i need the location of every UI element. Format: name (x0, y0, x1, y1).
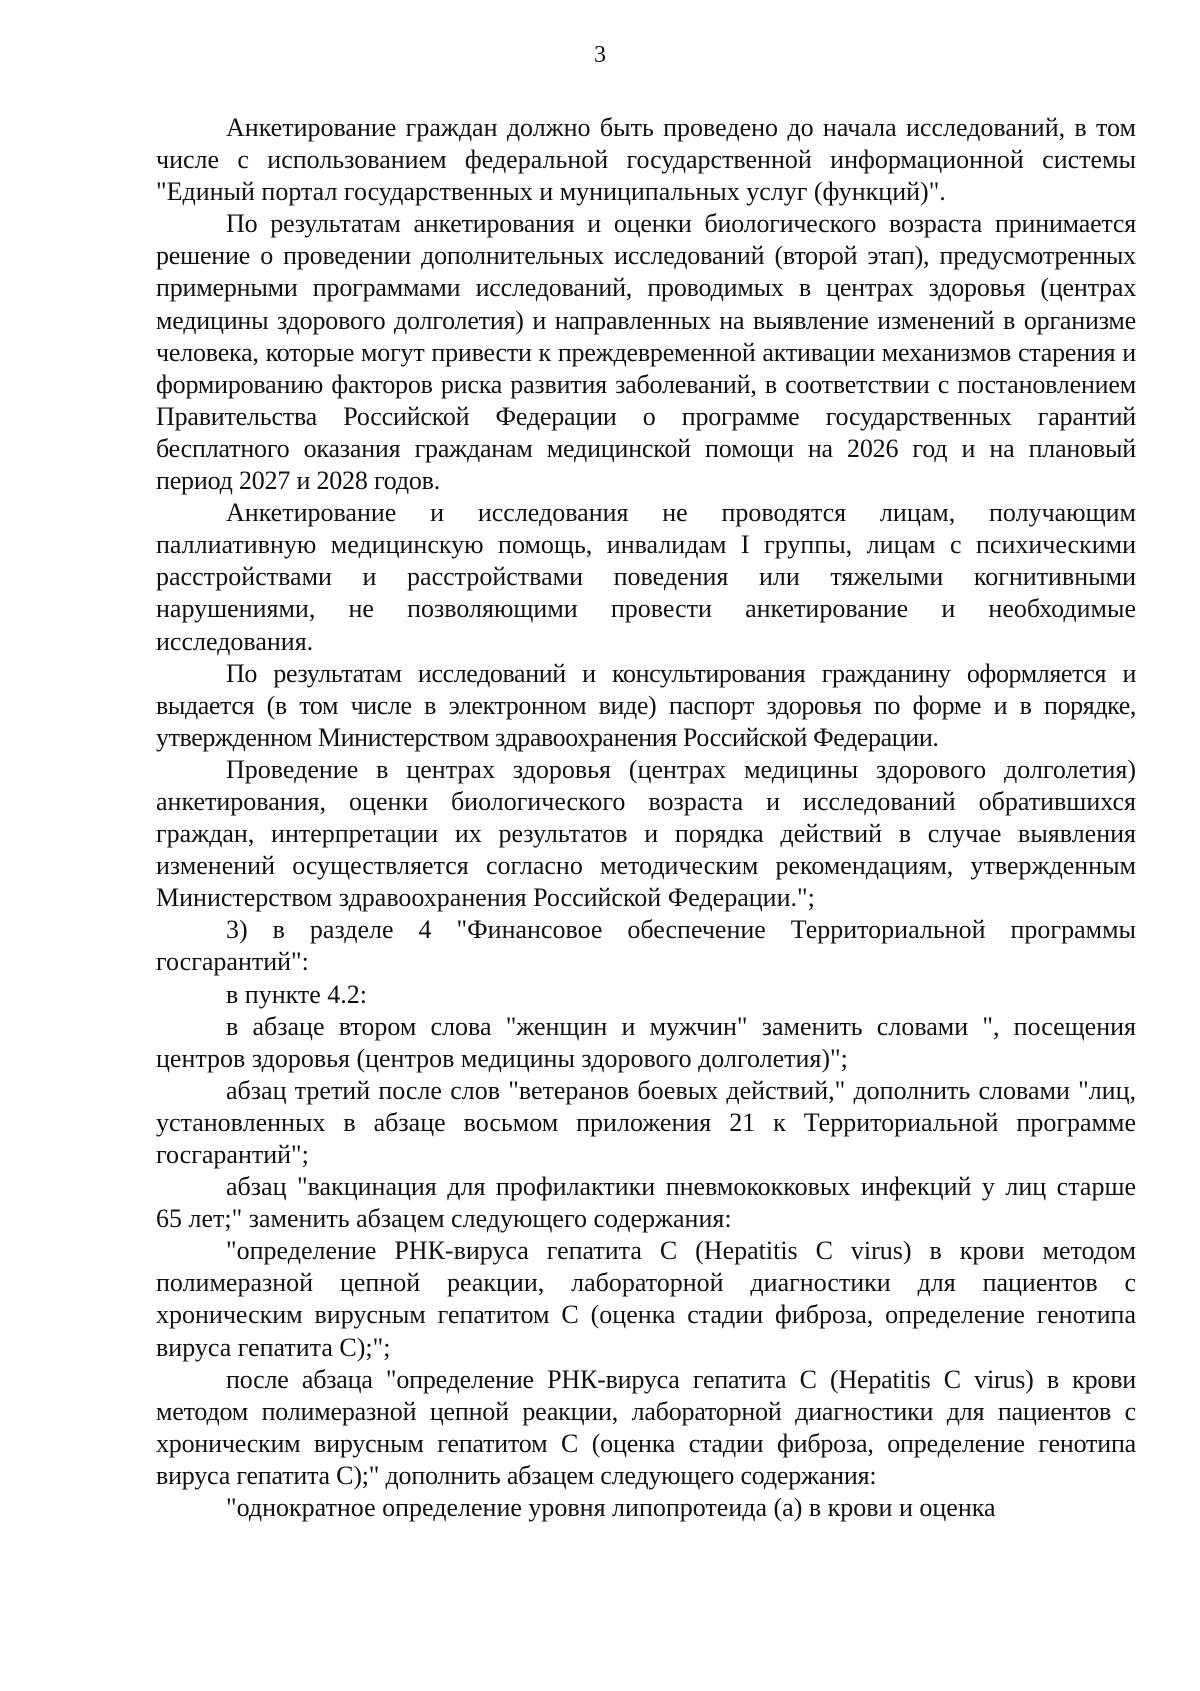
paragraph-exclusions: Анкетирование и исследования не проводятся лицам, получающим паллиативную медицинскую помощь, инвалидам I группы, лицам с психическими расстройствами и расстройствами поведения или тяжелыми когнитивными нарушениями, не позволяющими провести анкетирование и необходимые исследования. (156, 498, 1136, 656)
paragraph-vaccination: абзац "вакцинация для профилактики пневмококковых инфекций у лиц старше 65 лет;" заменить абзацем следующего содержания: (156, 1172, 1136, 1234)
paragraph-hepatitis-definition: "определение РНК-вируса гепатита С (Hepatitis С virus) в крови методом полимеразной цепной реакции, лабораторной диагностики для пациентов с хроническим вирусным гепатитом С (оценка стадии фиброза, определение генотипа вируса гепатита С);"; (156, 1236, 1136, 1362)
paragraph-survey-timing: Анкетирование граждан должно быть проведено до начала исследований, в том числе с использованием федеральной государственной информационной системы "Единый портал государственных и муниципальных услуг (функций)". (156, 113, 1136, 207)
paragraph-item-4-2: в пункте 4.2: (226, 979, 368, 1009)
paragraph-lipoprotein: "однократное определение уровня липопротеида (а) в крови и оценка (226, 1493, 996, 1523)
paragraph-second-abzac: в абзаце втором слова "женщин и мужчин" заменить словами ", посещения центров здоровья (центров медицины здорового долголетия)"; (156, 1011, 1136, 1073)
page-number: 3 (594, 42, 606, 68)
paragraph-third-abzac: абзац третий после слов "ветеранов боевых действий," дополнить словами "лиц, установленных в абзаце восьмом приложения 21 к Территориальной программе госгарантий"; (156, 1075, 1136, 1169)
paragraph-second-stage: По результатам анкетирования и оценки биологического возраста принимается решение о проведении дополнительных исследований (второй этап), предусмотренных примерными программами исследований, проводимых в центрах здоровья (центрах медицины здорового долголетия) и направленных на выявление изменений в организме человека, которые могут привести к преждевременной активации механизмов старения и формированию факторов риска развития заболеваний, в соответствии с постановлением Правительства Российской Федерации о программе государственных гарантий бесплатного оказания гражданам медицинской помощи на 2026 год и на плановый период 2027 и 2028 годов. (156, 209, 1136, 496)
paragraph-methodical-recommendations: Проведение в центрах здоровья (центрах медицины здорового долголетия) анкетирования, оценки биологического возраста и исследований обратившихся граждан, интерпретации их результатов и порядка действий в случае выявления изменений осуществляется согласно методическим рекомендациям, утвержденным Министерством здравоохранения Российской Федерации."; (156, 754, 1136, 913)
document-body (156, 112, 1136, 1524)
paragraph-section-4: 3) в разделе 4 "Финансовое обеспечение Территориальной программы госгарантий": (156, 915, 1136, 977)
paragraph-health-passport: По результатам исследований и консультирования гражданину оформляется и выдается (в том числе в электронном виде) паспорт здоровья по форме и в порядке, утвержденном Министерством здравоохранения Российской Федерации. (156, 658, 1136, 752)
paragraph-after-hepatitis: после абзаца "определение РНК-вируса гепатита С (Hepatitis С virus) в крови методом полимеразной цепной реакции, лабораторной диагностики для пациентов с хроническим вирусным гепатитом С (оценка стадии фиброза, определение генотипа вируса гепатита С);" дополнить абзацем следующего содержания: (156, 1364, 1136, 1490)
